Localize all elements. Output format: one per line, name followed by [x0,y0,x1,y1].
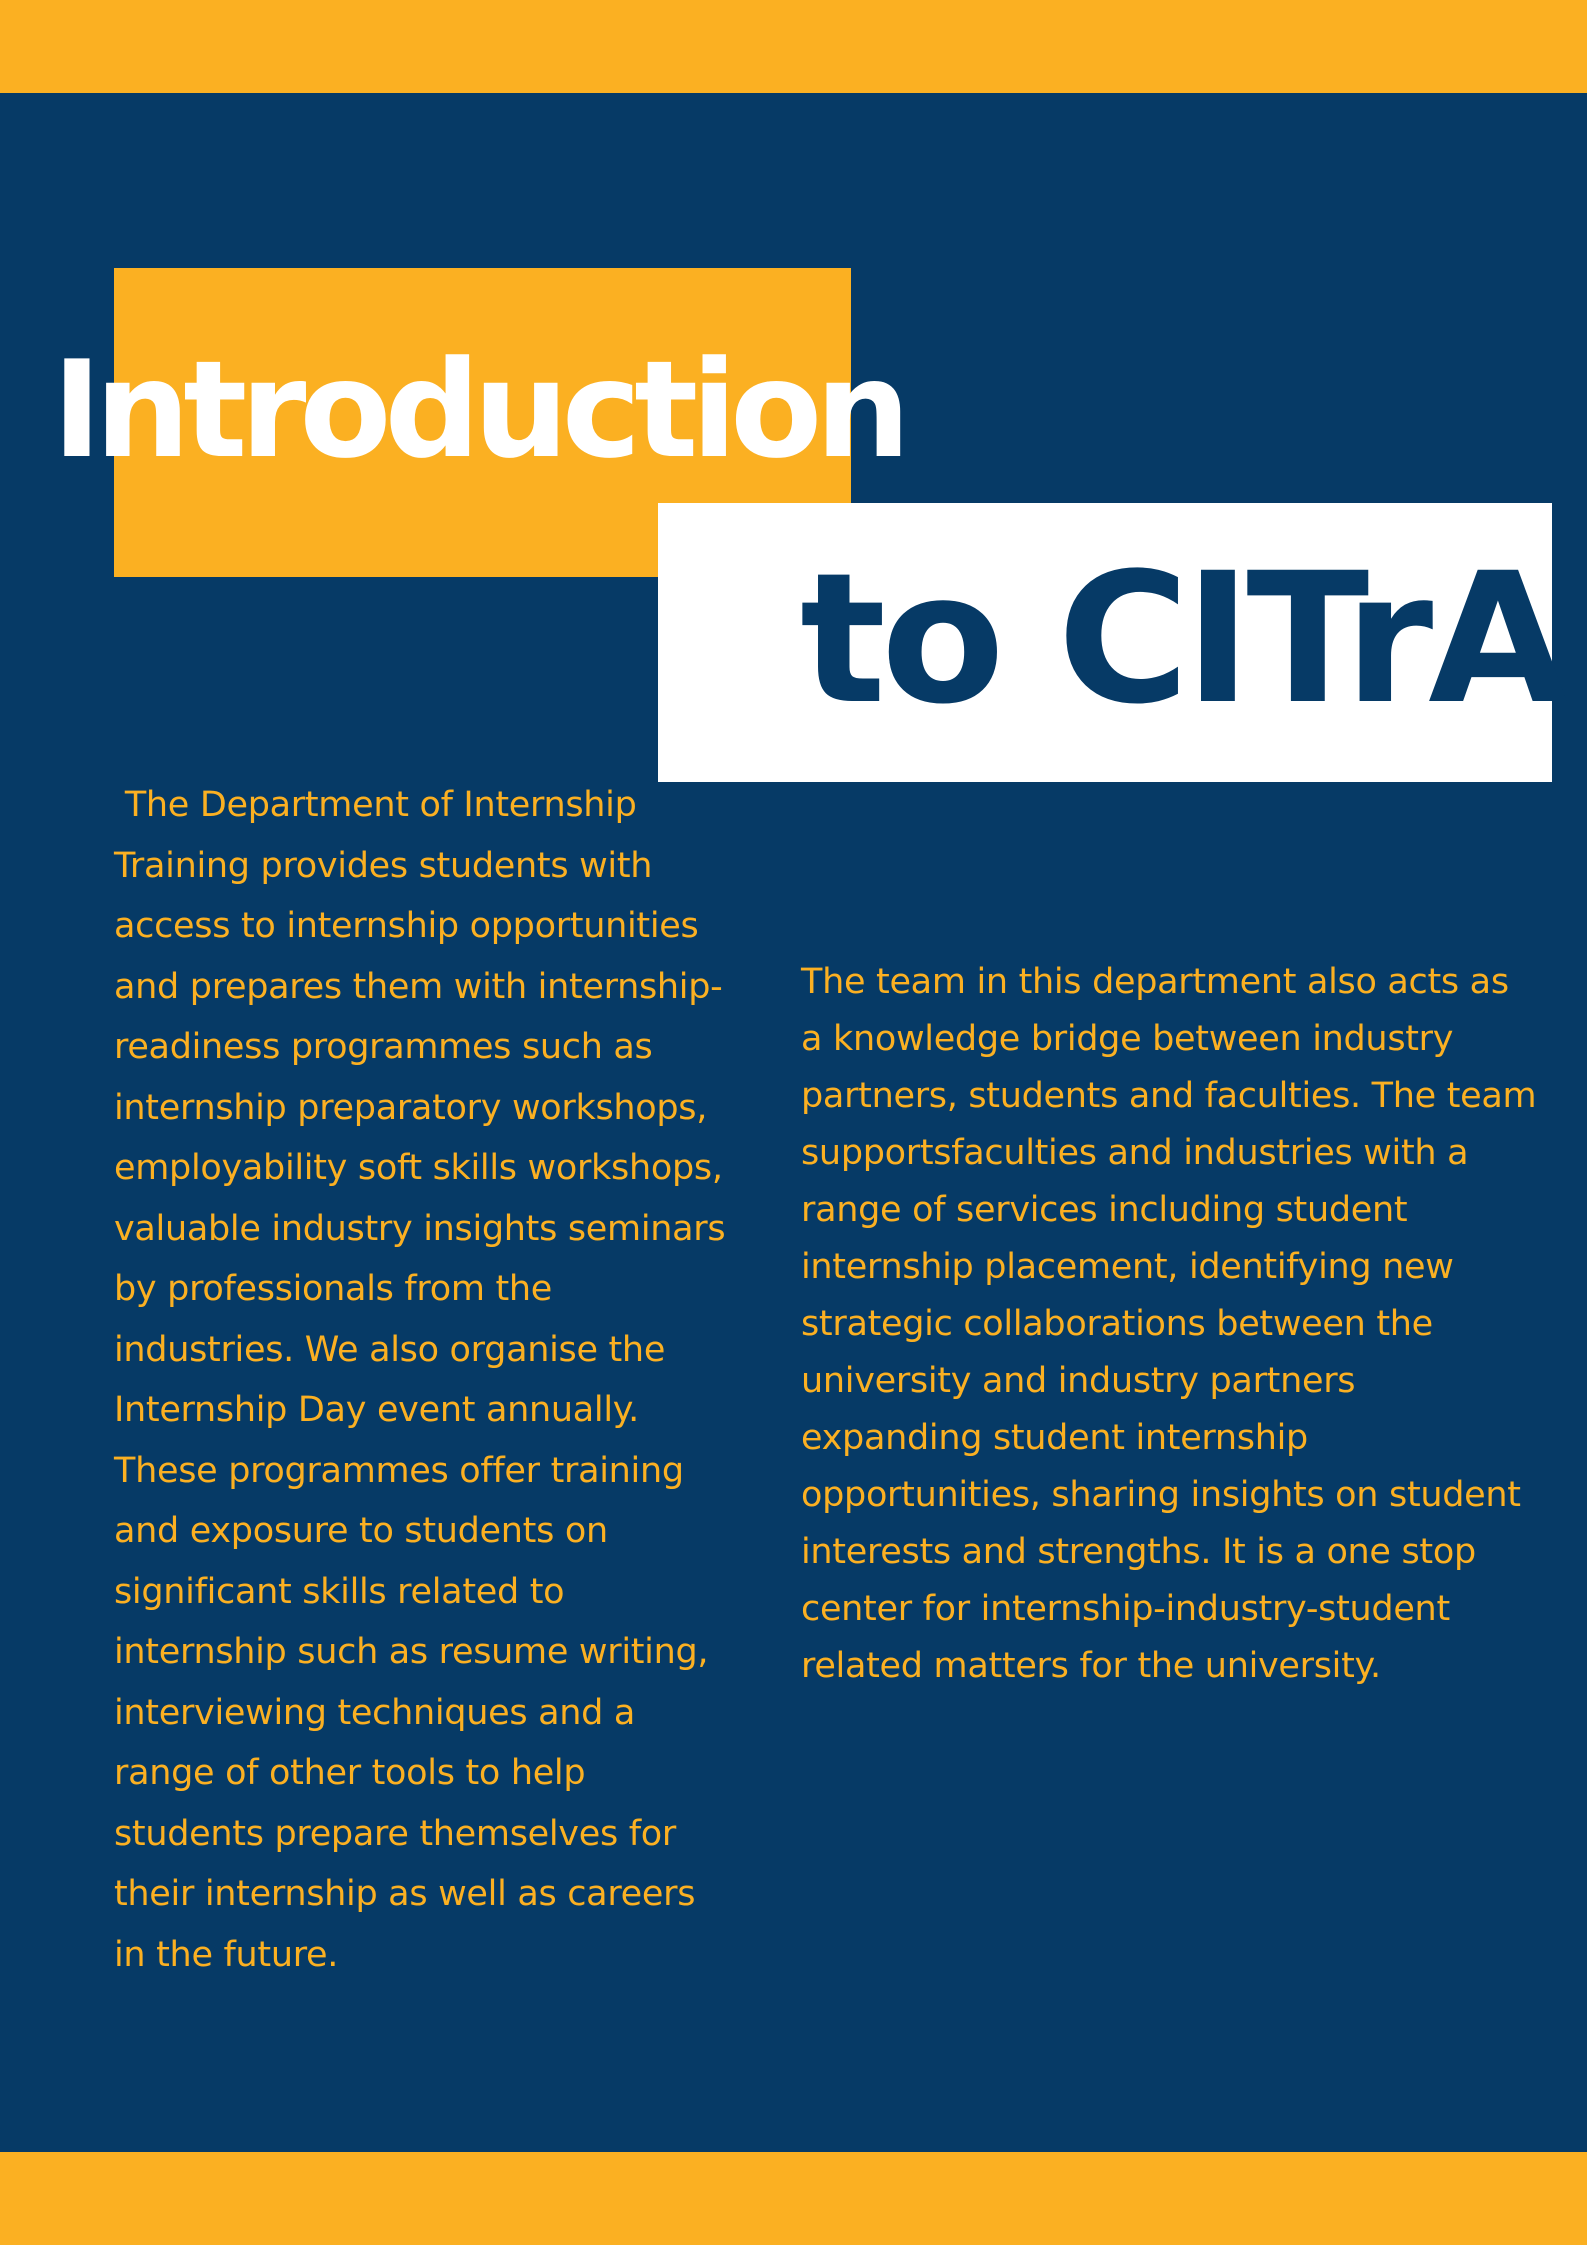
text-line: Internship Day event annually. [114,1390,639,1430]
page-title-line-2: to CITrA [800,535,1563,744]
text-line: The Department of Internship [114,785,637,825]
text-line: center for internship-industry-student [801,1589,1450,1629]
text-line: significant skills related to [114,1571,565,1612]
text-line: interviewing techniques and a [114,1692,636,1733]
text-line: internship placement, identifying new [801,1247,1454,1287]
text-line: opportunities, sharing insights on student [801,1475,1521,1515]
text-line: valuable industry insights seminars [114,1208,726,1249]
text-line: The team in this department also acts as [801,962,1509,1002]
top-accent-band [0,0,1587,93]
text-line: partners, students and faculties. The team [801,1076,1537,1116]
text-line: access to internship opportunities [114,906,699,946]
text-line: expanding student internship [801,1418,1308,1458]
text-line: interests and strengths. It is a one stop [801,1532,1476,1572]
text-line: a knowledge bridge between industry [801,1019,1454,1059]
text-line: supportsfaculties and industries with a [801,1133,1469,1173]
text-line: internship preparatory workshops, [114,1087,708,1128]
bottom-accent-band [0,2152,1587,2245]
text-line: These programmes offer training [114,1450,684,1491]
text-line: readiness programmes such as [114,1027,653,1067]
text-line: in the future. [114,1934,339,1975]
intro-paragraph-left [114,775,804,1985]
text-line: Training provides students with [114,845,653,886]
text-line: industries. We also organise the [114,1329,666,1370]
text-line: strategic collaborations between the [801,1304,1433,1344]
text-line: university and industry partners [801,1361,1356,1401]
text-line: internship such as resume writing, [114,1632,709,1672]
text-line: by professionals from the [114,1269,552,1309]
text-line: employability soft skills workshops, [114,1148,723,1188]
text-line: range of services including student [801,1190,1408,1230]
text-line: students prepare themselves for [114,1813,676,1854]
intro-paragraph-right [801,954,1561,1695]
text-line: and exposure to students on [114,1511,608,1551]
text-line: their internship as well as careers [114,1874,696,1914]
text-line: range of other tools to help [114,1753,586,1793]
page-title-line-1: Introduction [52,332,904,488]
text-line: related matters for the university. [801,1646,1381,1686]
text-line: and prepares them with internship- [114,966,723,1007]
